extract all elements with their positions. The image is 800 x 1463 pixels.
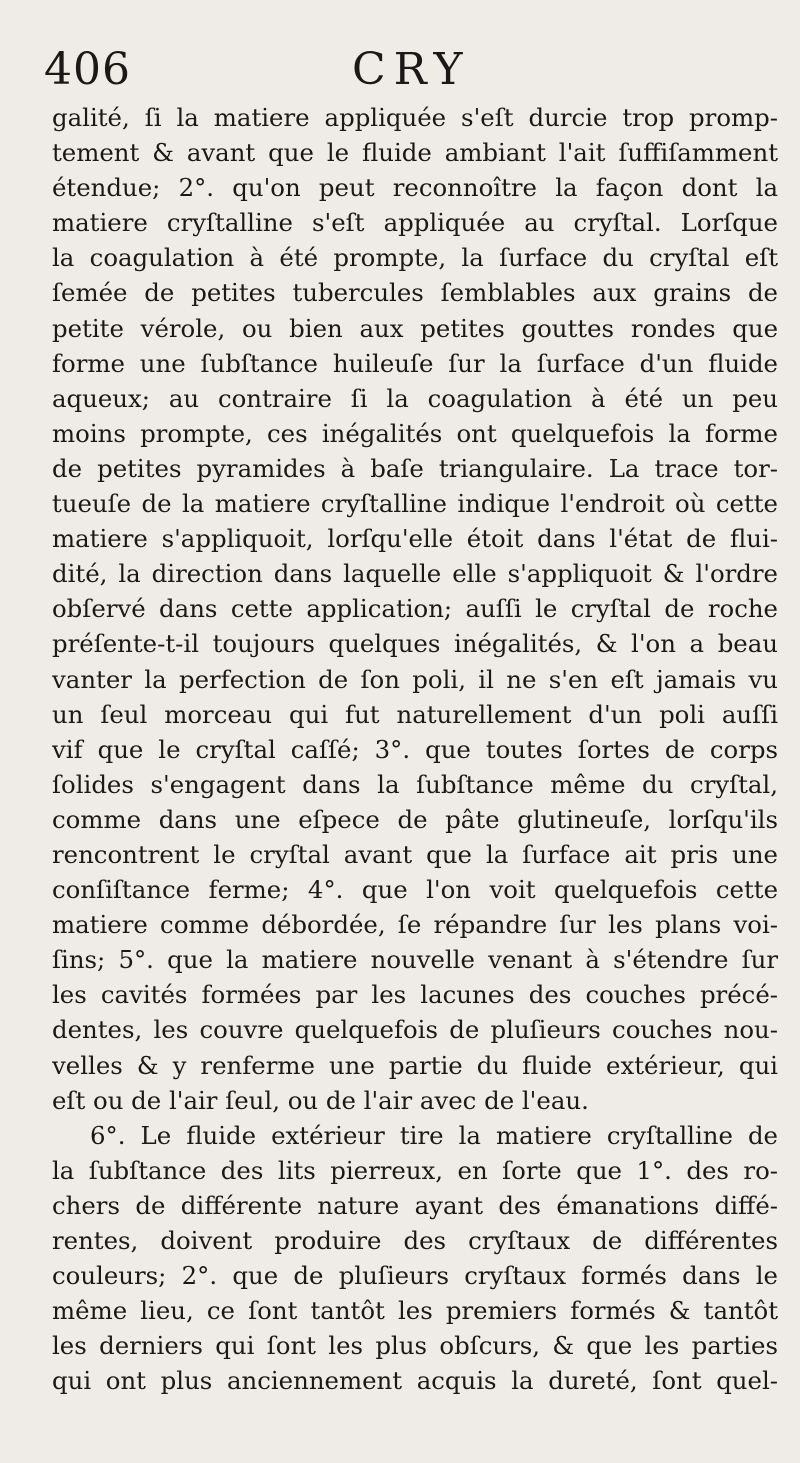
text-line: même lieu, ce ſont tantôt les premiers formés & tantôt [52, 1296, 778, 1326]
text-line: de petites pyramides à baſe triangulaire. La trace tor- [52, 453, 778, 483]
text-line: les derniers qui ſont les plus obſcurs, & que les parties [52, 1331, 778, 1361]
text-line: la coagulation à été prompte, la ſurface du cryſtal eſt [52, 243, 778, 273]
text-line: galité, ſi la matiere appliquée s'eſt durcie trop promp- [52, 103, 778, 132]
text-line: matiere s'appliquoit, lorſqu'elle étoit dans l'état de flui- [52, 524, 778, 554]
text-line: ſins; 5°. que la matiere nouvelle venant à s'étendre ſur [52, 945, 778, 975]
page-number: 406 [44, 44, 131, 95]
text-line: préſente-t-il toujours quelques inégalités, & l'on a beau [52, 629, 778, 659]
text-line: tueuſe de la matiere cryſtalline indique l'endroit où cette [52, 489, 778, 519]
text-line: ſolides s'engagent dans la ſubſtance même du cryſtal, [52, 769, 778, 799]
paragraph-start-line: 6°. Le fluide extérieur tire la matiere cryſtalline de [90, 1120, 778, 1150]
running-head: CRY [352, 44, 471, 95]
text-line: la ſubſtance des lits pierreux, en ſorte que 1°. des ro- [52, 1155, 778, 1185]
body-text [52, 100, 778, 1398]
text-line: qui ont plus anciennement acquis la dureté, ſont quel- [52, 1366, 778, 1396]
text-line: comme dans une eſpece de pâte glutineuſe, lorſqu'ils [52, 804, 778, 834]
text-line: un ſeul morceau qui fut naturellement d'un poli auſſi [52, 699, 778, 729]
text-line: rentes, doivent produire des cryſtaux de différentes [52, 1226, 778, 1255]
text-line: dentes, les couvre quelquefois de pluſieurs couches nou- [52, 1015, 778, 1045]
text-line: chers de différente nature ayant des émanations diffé- [52, 1190, 778, 1220]
text-line: vif que le cryſtal caſſé; 3°. que toutes ſortes de corps [52, 734, 778, 764]
text-line: rencontrent le cryſtal avant que la ſurface ait pris une [52, 839, 778, 869]
text-line: ſemée de petites tubercules ſemblables aux grains de [52, 278, 778, 308]
text-line: eſt ou de l'air ſeul, ou de l'air avec de l'eau. [52, 1085, 589, 1115]
text-line: petite vérole, ou bien aux petites gouttes rondes que [52, 313, 778, 343]
text-line: dité, la direction dans laquelle elle s'appliquoit & l'ordre [52, 559, 778, 589]
text-line: couleurs; 2°. que de pluſieurs cryſtaux formés dans le [52, 1261, 778, 1291]
text-line: aqueux; au contraire ſi la coagulation à été un peu [52, 383, 778, 413]
text-line: velles & y renferme une partie du fluide extérieur, qui [52, 1050, 778, 1080]
text-line: étendue; 2°. qu'on peut reconnoître la façon dont la [52, 173, 778, 203]
text-line: matiere comme débordée, ſe répandre ſur les plans voi- [52, 910, 778, 940]
text-line: obſervé dans cette application; auſſi le cryſtal de roche [52, 594, 778, 624]
page-header [0, 40, 800, 100]
text-line: moins prompte, ces inégalités ont quelquefois la forme [52, 418, 778, 448]
text-line: matiere cryſtalline s'eſt appliquée au cryſtal. Lorſque [52, 208, 778, 238]
text-line: conſiſtance ferme; 4°. que l'on voit quelquefois cette [52, 875, 778, 905]
text-line: tement & avant que le fluide ambiant l'ait ſuffiſamment [52, 138, 778, 168]
text-line: vanter la perfection de ſon poli, il ne s'en eſt jamais vu [52, 664, 778, 694]
text-line: forme une ſubſtance huileuſe ſur la ſurface d'un fluide [52, 348, 778, 378]
text-line: les cavités formées par les lacunes des couches précé- [52, 980, 778, 1010]
